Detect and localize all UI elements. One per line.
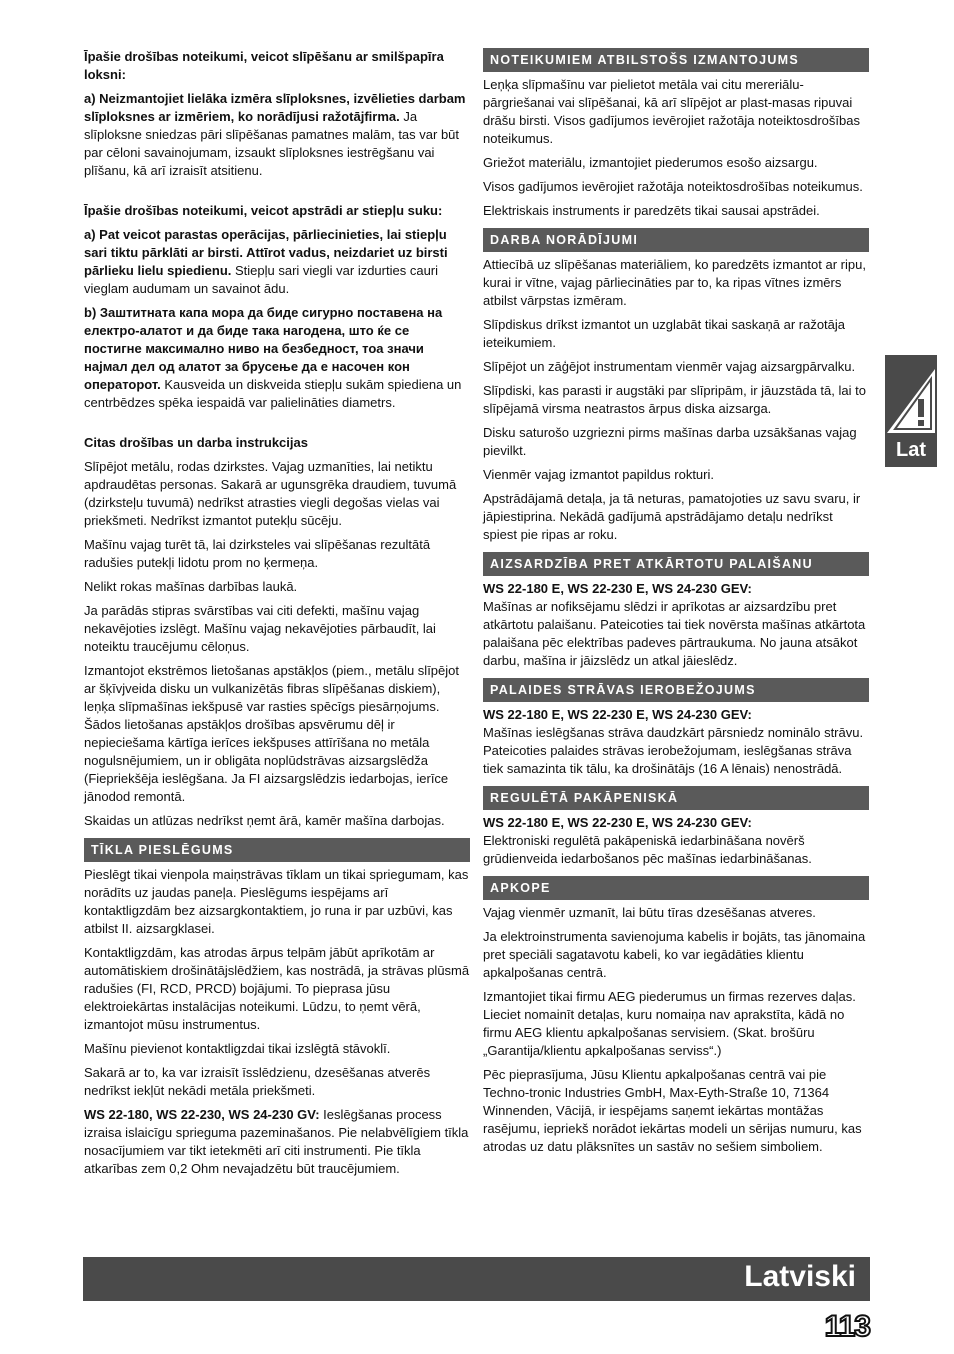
section-title-other-safety: Citas drošības un darba instrukcijas: [84, 435, 308, 450]
left-column: [84, 48, 470, 1184]
paragraph: Griežot materiālu, izmantojiet piederumos esošo aizsargu.: [483, 155, 818, 170]
page-number: 113: [824, 1310, 870, 1343]
paragraph: Slīpdiskus drīkst izmantot un uzglabāt tikai saskaņā ar ražotāja ieteikumiem.: [483, 317, 846, 350]
paragraph: Mašīnu pievienot kontaktligzdai tikai izslēgtā stāvoklī.: [84, 1041, 391, 1056]
footer-language: Latviski: [744, 1260, 856, 1293]
paragraph: Skaidas un atlūzas nedrīkst ņemt ārā, kamēr mašīna darbojas.: [84, 813, 445, 828]
paragraph: Izmantojot ekstrēmos lietošanas apstākļos (piem., metālu slīpējot ar šķīvjveida disku un vulkanizētās fibras slīpēšanas diskiem), leņķa slīpmašīnas iekšpusē var rasties spēcīgs piesārņojums. Šādos lietošanas apstākļos drošības apsvērumu dēļ ir nepieciešama kārtīga ierīces iekšpuses attīrīšana no metāla nogulsnējumiem, un ir obligāta noplūdstrāvas aizsargslēdža (Fiepriekšēja ieslēgšana. Ja FI aizsargslēdzis iedarbojas, ierīce jānodod remontā.: [84, 663, 460, 804]
section-header-maintenance: APKOPE: [483, 876, 869, 900]
section-header-current-limit: PALAIDES STRĀVAS IEROBEŽOJUMS: [483, 678, 869, 702]
paragraph: WS 22-180 E, WS 22-230 E, WS 24-230 GEV: Mašīnas ar nofiksējamu slēdzi ir aprīkotas ar aizsardzību pret atkārtotu palaišanu. Pateicoties tai tiek novērsta mašīnas atkārtota palaišana pēc elektrības padeves pārtraukuma. No jauna atsākot darbu, mašīna ir jāizslēdz un atkal jāieslēdz.: [483, 581, 866, 668]
paragraph: Disku saturošo uzgriezni pirms mašīnas darba uzsākšanas vajag pievilkt.: [483, 425, 857, 458]
section-header-work-instructions: DARBA NORĀDĪJUMI: [483, 228, 869, 252]
paragraph: Mašīnu vajag turēt tā, lai dzirksteles vai slīpēšanas rezultātā radušies putekļi lidotu prom no ķermeņa.: [84, 537, 431, 570]
right-column: [483, 48, 869, 1162]
paragraph: Kontaktligzdām, kas atrodas ārpus telpām jābūt aprīkotām ar automātiskiem drošinātājslēdžiem, kas nostrādā, ja strāvas plūsmā radušies (FI, RCD, PRCD) bojājumi. To pieprasa jūsu elektroiekārtas instalācijas noteikumi. Lūdzu, to ņemt vērā, izmantojot mūsu instrumentus.: [84, 945, 470, 1032]
paragraph: Slīpdiski, kas parasti ir augstāki par slīpripām, ir jāuzstāda tā, lai to slīpējamā virsma neatrastos ārpus diska aizsarga.: [483, 383, 866, 416]
paragraph: Vajag vienmēr uzmanīt, lai būtu tīras dzesēšanas atveres.: [483, 905, 816, 920]
section-title-sanding: Īpašie drošības noteikumi, veicot slīpēšanu ar smilšpapīra loksni:: [84, 49, 444, 82]
paragraph: Attiecībā uz slīpēšanas materiāliem, ko paredzēts izmantot ar ripu, kurai ir vītne, vajag pārliecināties par to, ka ripas vītnes izmērs atbilst vārpstas izmēram.: [483, 257, 866, 308]
paragraph: a) Pat veicot parastas operācijas, pārliecinieties, lai stiepļu sari tiktu pārklāti ar birsti. Attīrot vadus, neizdariet uz birsti pārlieku lielu spiedienu. Stiepļu sari viegli var izdurties cauri vieglam audumam un savainot ādu.: [84, 227, 448, 296]
paragraph: Pieslēgt tikai vienpola maiņstrāvas tīklam un tikai spriegumam, kas norādīts uz jaudas paneļa. Pieslēgums iespējams arī kontaktligzdām bez aizsargkontaktiem, jo runa ir par uzbūvi, kas atbilst II. aizsargklasei.: [84, 867, 469, 936]
section-header-restart-protection: AIZSARDZĪBA PRET ATKĀRTOTU PALAIŠANU: [483, 552, 869, 576]
paragraph: Slīpējot metālu, rodas dzirkstes. Vajag uzmanīties, lai netiktu apdraudētas personas. Sakarā ar ugunsgrēka draudiem, tuvumā (dzirksteļu tuvumā) nedrīkst atrasties viegli degošas vielas vai priekšmeti. Nedrīkst izmantot putekļu sūcēju.: [84, 459, 457, 528]
language-side-tab: [885, 355, 937, 467]
paragraph: Ja elektroinstrumenta savienojuma kabelis ir bojāts, tas jānomaina pret speciāli sagatavotu kabeli, ko var iegādāties klientu apkalpošanas centrā.: [483, 929, 866, 980]
paragraph: b) Заштитната капа мора да биде сигурно поставена на електро-алатот и да биде така нагодена, што ќе се постигне максимално ниво на безбедност, тоа значи најмал дел од алатот за брусење да е насочен кон операторот. Kausveida un diskveida stiepļu sukām spiediena un centrbēdzes spēka iespaidā var palielināties diametrs.: [84, 305, 462, 410]
paragraph: Apstrādājamā detaļa, ja tā neturas, pamatojoties uz savu svaru, ir jāpiestiprina. Nekādā gadījumā apstrādājamo detaļu nedrīkst spiest pie ripas ar roku.: [483, 491, 861, 542]
section-title-wire-brush: Īpašie drošības noteikumi, veicot apstrādi ar stiepļu suku:: [84, 203, 443, 218]
paragraph: Pēc pieprasījuma, Jūsu Klientu apkalpošanas centrā vai pie Techno-tronic Industries GmbH, Max-Eyth-Straße 10, 71364 Winnenden, Vācijā, ir iespējams saņemt iekārtas montāžas rasējumu, iepriekš norādot iekārtas modeli un sērijas numuru, kas atrodas uz datu plāksnītes un sastāv no sešiem simboliem.: [483, 1067, 862, 1154]
paragraph: Elektriskais instruments ir paredzēts tikai sausai apstrādei.: [483, 203, 820, 218]
paragraph: WS 22-180 E, WS 22-230 E, WS 24-230 GEV: Elektroniski regulētā pakāpeniskā iedarbināšana novērš grūdienveida iedarbošanos pēc mašīnas iedarbināšanas.: [483, 815, 812, 866]
paragraph: WS 22-180, WS 22-230, WS 24-230 GV: Ieslēgšanas process izraisa islaicīgu sprieguma pazeminašanos. Pie nelabvēlīgiem tīkla nosacījumiem var tikt ietekmēti arī citi instrumenti. Pie tīkla atkarības zem 0,2 Ohm nevajadzētu būt traucējumiem.: [84, 1107, 469, 1176]
warning-icon: [885, 361, 937, 437]
paragraph: Sakarā ar to, ka var izraisīt īsslēdzienu, dzesēšanas atverēs nedrīkst iekļūt nekādi metāla priekšmeti.: [84, 1065, 431, 1098]
section-header-intended-use: NOTEIKUMIEM ATBILSTOŠS IZMANTOJUMS: [483, 48, 869, 72]
paragraph: Nelikt rokas mašīnas darbības laukā.: [84, 579, 298, 594]
paragraph: Leņķa slīpmašīnu var pielietot metāla vai citu mereriālupārgriešanai vai slīpēšanai, kā arī slīpējot ar plast-masas ripuvai drāšu birsti. Visos gadījumos ievērojiet ražotāja noteiktosdrošības noteikumus.: [483, 77, 860, 146]
paragraph: Ja parādās stipras svārstības vai citi defekti, mašīnu vajag nekavējoties izslēgt. Mašīnu vajag nekavējoties pārbaudīt, lai noteiktu traucējumu cēloņus.: [84, 603, 436, 654]
paragraph: Slīpējot un zāģējot instrumentam vienmēr vajag aizsargpārvalku.: [483, 359, 856, 374]
footer-language-bar: [83, 1257, 870, 1301]
language-tab-label: Lat: [896, 439, 926, 461]
paragraph: WS 22-180 E, WS 22-230 E, WS 24-230 GEV: Mašīnas ieslēgšanas strāva daudzkārt pārsniedz nominālo strāvu. Pateicoties palaides strāvas ierobežojumam, ieslēgšanas strāva tiek samazinta tik tālu, ka drošinātājs (16 A lēnais) nenostrādā.: [483, 707, 864, 776]
paragraph: Visos gadījumos ievērojiet ražotāja noteiktosdrošības noteikumus.: [483, 179, 863, 194]
paragraph: a) Neizmantojiet lielāka izmēra slīploksnes, izvēlieties darbam slīploksnes ar izmēriem, ko norādījusi ražotājfirma. Ja slīploksne sniedzas pāri slīpēšanas pamatnes malām, tas var būt par cēloni savainojumam, izsaukt slīploksnes iestrēgšanu vai plīšanu, kā arī izraisīt atsitienu.: [84, 91, 466, 178]
section-header-mains: TĪKLA PIESLĒGUMS: [84, 838, 470, 862]
paragraph: Izmantojiet tikai firmu AEG piederumus un firmas rezerves daļas. Lieciet nomainīt detaļas, kuru nomaiņa nav aprakstīta, kādā no firmu AEG klientu apkalpošanas servisiem. (Skat. brošūru „Garantija/klientu apkalpošanas serviss“.): [483, 989, 856, 1058]
section-header-soft-start: REGULĒTĀ PAKĀPENISKĀ: [483, 786, 869, 810]
paragraph: Vienmēr vajag izmantot papildus rokturi.: [483, 467, 714, 482]
